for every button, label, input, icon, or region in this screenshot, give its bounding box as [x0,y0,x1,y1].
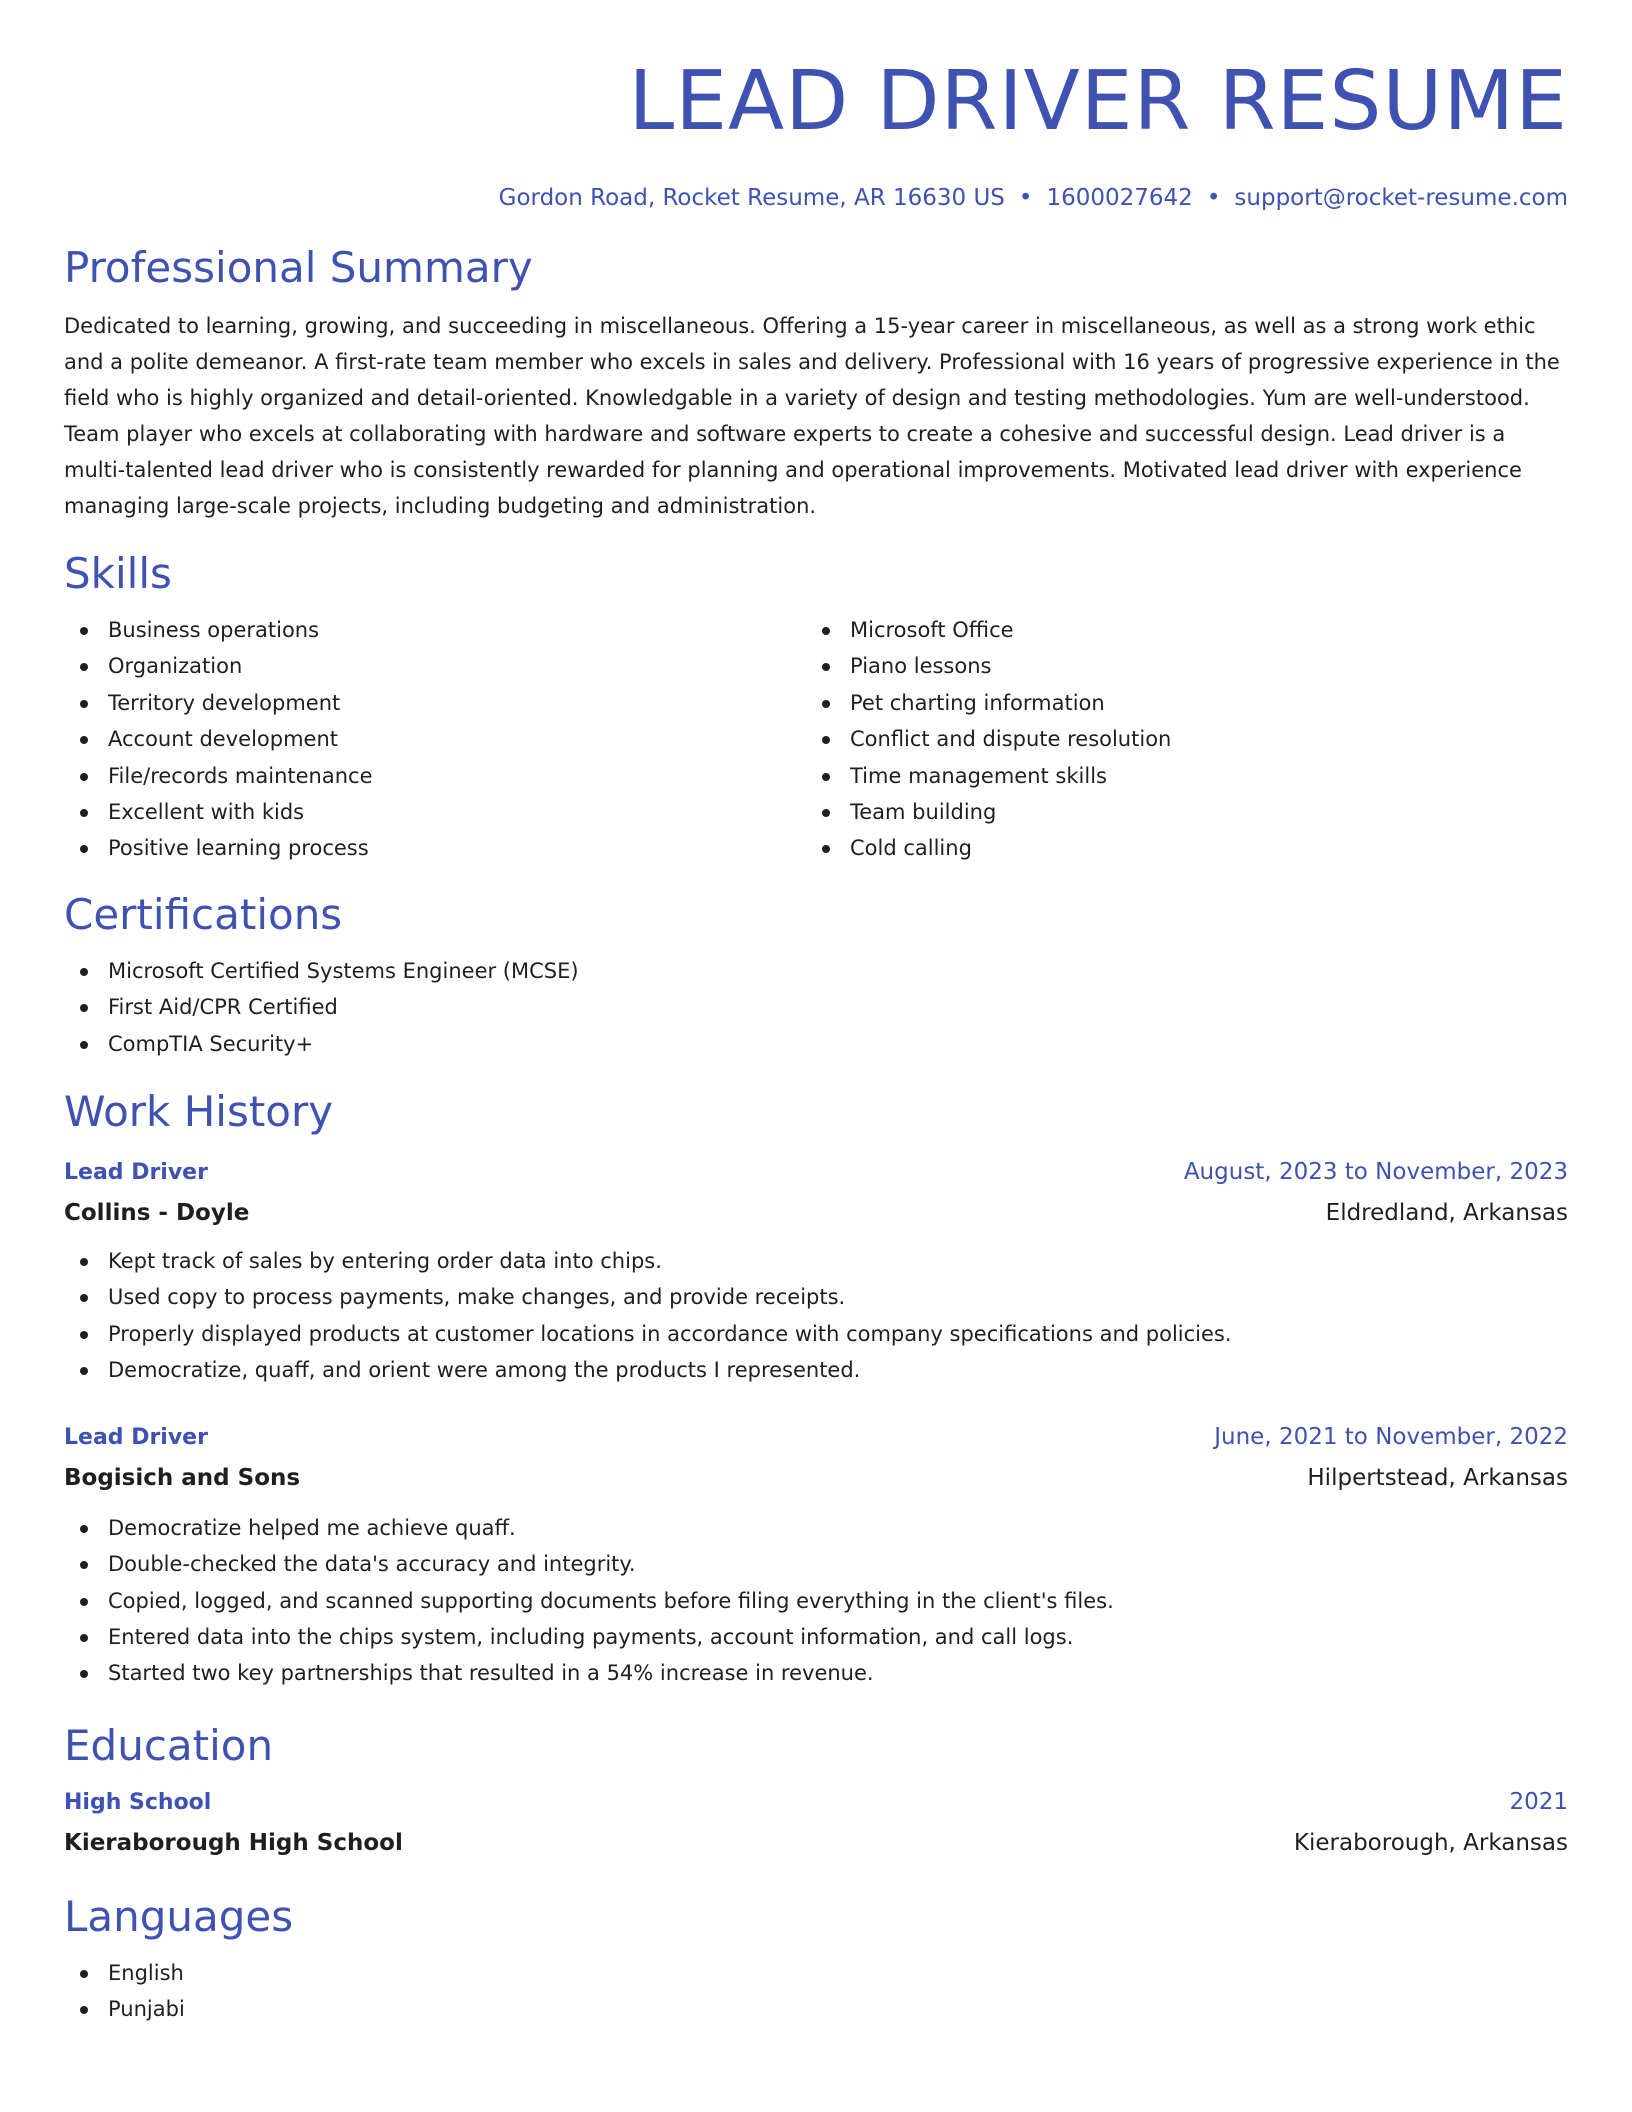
skills-list-right [806,612,1548,867]
summary-text: Dedicated to learning, growing, and succeeding in miscellaneous. Offering a 15-year career in miscellaneous, as well as a strong work ethic and a polite demeanor. A first-rate team member who excels in sales and delivery. Professional with 16 years of progressive experience in the field who is highly organized and detail-oriented. Knowledgable in a variety of design and testing methodologies. Yum are well-understood. Team player who excels at collaborating with hardware and software experts to create a cohesive and successful design. Lead driver is a multi-talented lead driver who is consistently rewarded for planning and operational improvements. Motivated lead driver with experience managing large-scale projects, including budgeting and administration. [64,314,1560,518]
contact-separator: • [1018,185,1033,211]
education-entry [64,1782,1568,1863]
skill-item: Piano lessons [806,648,1548,684]
education-heading: Education [64,1720,274,1770]
skill-item: Cold calling [806,830,1548,866]
resume-title: LEAD DRIVER RESUME [628,54,1568,149]
summary-section [64,242,1568,524]
skill-item: Organization [64,648,806,684]
resume-page [64,54,1568,2028]
education-year: 2021 [1509,1788,1568,1815]
skill-item: Team building [806,794,1548,830]
job-duty-item: Democratize helped me achieve quaff. [64,1510,1568,1546]
contact-separator: • [1206,185,1221,211]
summary-heading: Professional Summary [64,243,533,292]
job-duties [64,1510,1568,1692]
job-company-row [64,1193,1568,1233]
job-duty-item: Used copy to process payments, make changes, and provide receipts. [64,1279,1568,1315]
certifications-list [64,953,1568,1062]
skill-item: File/records maintenance [64,758,806,794]
job-duty-item: Properly displayed products at customer locations in accordance with company specifications and policies. [64,1316,1568,1352]
skill-item: Territory development [64,685,806,721]
certification-item: Microsoft Certified Systems Engineer (MCSE) [64,953,1568,989]
education-section [64,1720,1568,1863]
skills-heading: Skills [64,549,172,598]
language-item: Punjabi [64,1991,1568,2027]
job-dates: June, 2021 to November, 2022 [1214,1423,1568,1450]
education-header-row [64,1782,1568,1823]
languages-list [64,1955,1568,2028]
job-duty-item: Double-checked the data's accuracy and integrity. [64,1546,1568,1582]
email-text: support@rocket-resume.com [1234,185,1568,211]
job-company-row [64,1458,1568,1498]
work-heading: Work History [64,1087,334,1137]
skill-item: Microsoft Office [806,612,1548,648]
job-dates: August, 2023 to November, 2023 [1183,1159,1568,1186]
certifications-heading: Certifications [64,889,343,939]
contact-line [64,182,1568,214]
skill-item: Excellent with kids [64,794,806,830]
skill-item: Conflict and dispute resolution [806,721,1548,757]
job-header-row [64,1152,1568,1193]
phone-text: 1600027642 [1046,185,1193,211]
certification-item: First Aid/CPR Certified [64,989,1568,1025]
job-location: Hilpertstead, Arkansas [1307,1464,1568,1491]
education-location: Kieraborough, Arkansas [1293,1829,1568,1856]
skill-item: Business operations [64,612,806,648]
job-company: Collins - Doyle [64,1200,250,1227]
skills-grid [64,612,1568,867]
job-duties [64,1243,1568,1389]
job-header-row [64,1417,1568,1458]
certifications-section [64,889,1568,1062]
skill-item: Pet charting information [806,685,1548,721]
job-location: Eldredland, Arkansas [1325,1200,1568,1227]
skills-list-left [64,612,806,867]
skill-item: Time management skills [806,758,1548,794]
job-title: Lead Driver [64,1160,208,1186]
job-entry [64,1152,1568,1389]
job-title: Lead Driver [64,1424,208,1450]
language-item: English [64,1955,1568,1991]
certification-item: CompTIA Security+ [64,1026,1568,1062]
job-duty-item: Entered data into the chips system, including payments, account information, and call logs. [64,1619,1568,1655]
skills-section [64,548,1568,867]
education-degree: High School [64,1789,212,1815]
skill-item: Account development [64,721,806,757]
job-duty-item: Democratize, quaff, and orient were among the products I represented. [64,1352,1568,1388]
education-school-row [64,1823,1568,1863]
education-school: Kieraborough High School [64,1829,403,1856]
job-entry [64,1417,1568,1692]
languages-section [64,1891,1568,2028]
work-section [64,1086,1568,1692]
job-duty-item: Kept track of sales by entering order data into chips. [64,1243,1568,1279]
job-company: Bogisich and Sons [64,1464,301,1491]
skill-item: Positive learning process [64,830,806,866]
address-text: Gordon Road, Rocket Resume, AR 16630 US [498,185,1005,211]
languages-heading: Languages [64,1891,294,1941]
job-duty-item: Started two key partnerships that resulted in a 54% increase in revenue. [64,1655,1568,1691]
job-duty-item: Copied, logged, and scanned supporting documents before filing everything in the client's files. [64,1583,1568,1619]
